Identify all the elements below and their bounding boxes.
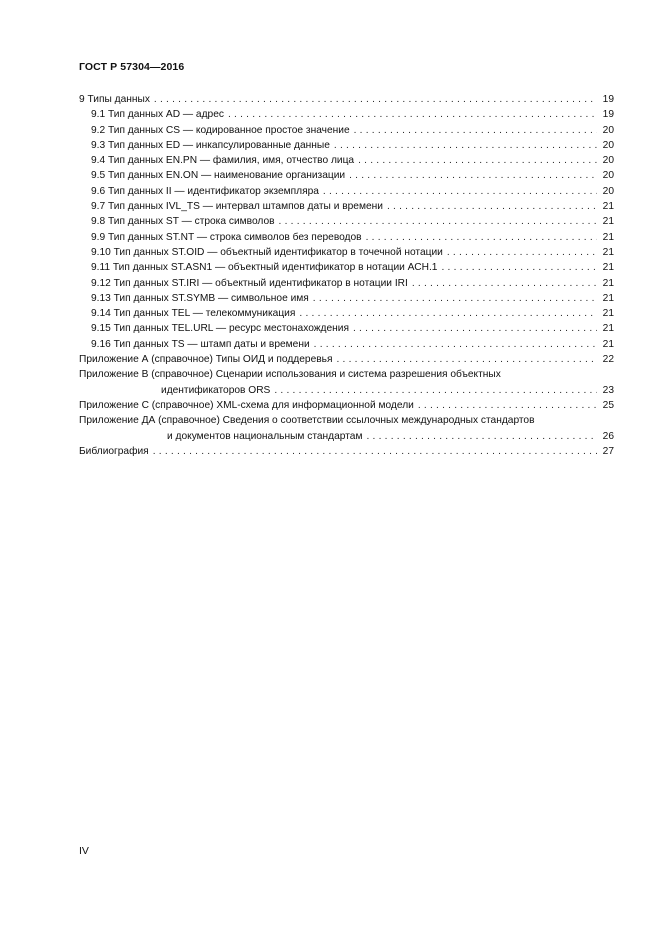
toc-entry: 9.5 Тип данных EN.ON — наименование организации . . . 20 <box>79 168 614 183</box>
toc-bibliography: Библиография . . . 27 <box>79 444 614 459</box>
toc-entry: 9.8 Тип данных ST — строка символов . . . 21 <box>79 214 614 229</box>
toc-entry: 9.13 Тип данных ST.SYMB — символьное имя . . . 21 <box>79 291 614 306</box>
toc-appendix-a: Приложение А (справочное) Типы ОИД и поддеревья . . . 22 <box>79 352 614 367</box>
page-number: IV <box>79 845 89 857</box>
toc-appendix-da-line2: и документов национальным стандартам . . . 26 <box>79 429 614 444</box>
toc-entry: 9.12 Тип данных ST.IRI — объектный идентификатор в нотации IRI . . . 21 <box>79 276 614 291</box>
toc-entry: 9.1 Тип данных AD — адрес . . . 19 <box>79 107 614 122</box>
toc-entry: 9.9 Тип данных ST.NT — строка символов без переводов . . . 21 <box>79 230 614 245</box>
toc-entry: 9.3 Тип данных ED — инкапсулированные данные . . . 20 <box>79 138 614 153</box>
toc-entry: 9.7 Тип данных IVL_TS — интервал штампов даты и времени . . . 21 <box>79 199 614 214</box>
toc-entry: 9.14 Тип данных TEL — телекоммуникация . . . 21 <box>79 306 614 321</box>
toc-entry: 9.16 Тип данных TS — штамп даты и времени . . . 21 <box>79 337 614 352</box>
table-of-contents <box>79 92 614 459</box>
toc-appendix-da <box>79 413 614 444</box>
toc-entry: 9.15 Тип данных TEL.URL — ресурс местонахождения . . . 21 <box>79 321 614 336</box>
toc-appendix-b <box>79 367 614 398</box>
toc-entry: 9 Типы данных . . . 19 <box>79 92 614 107</box>
toc-appendix-b-line1: Приложение В (справочное) Сценарии использования и система разрешения объектных <box>79 369 501 381</box>
toc-entry: 9.6 Тип данных II — идентификатор экземпляра . . . 20 <box>79 184 614 199</box>
toc-entry: 9.11 Тип данных ST.ASN1 — объектный идентификатор в нотации АСН.1 . . . 21 <box>79 260 614 275</box>
toc-appendix-c: Приложение С (справочное) XML-схема для информационной модели . . . 25 <box>79 398 614 413</box>
toc-entry: 9.10 Тип данных ST.OID — объектный идентификатор в точечной нотации . . . 21 <box>79 245 614 260</box>
toc-entry: 9.2 Тип данных CS — кодированное простое значение . . . 20 <box>79 123 614 138</box>
document-id: ГОСТ Р 57304—2016 <box>79 61 185 73</box>
toc-appendix-b-line2: идентификаторов ORS . . . 23 <box>79 383 614 398</box>
toc-entry: 9.4 Тип данных EN.PN — фамилия, имя, отчество лица . . . 20 <box>79 153 614 168</box>
toc-appendix-da-line1: Приложение ДА (справочное) Сведения о соответствии ссылочных международных стандартов <box>79 415 535 427</box>
